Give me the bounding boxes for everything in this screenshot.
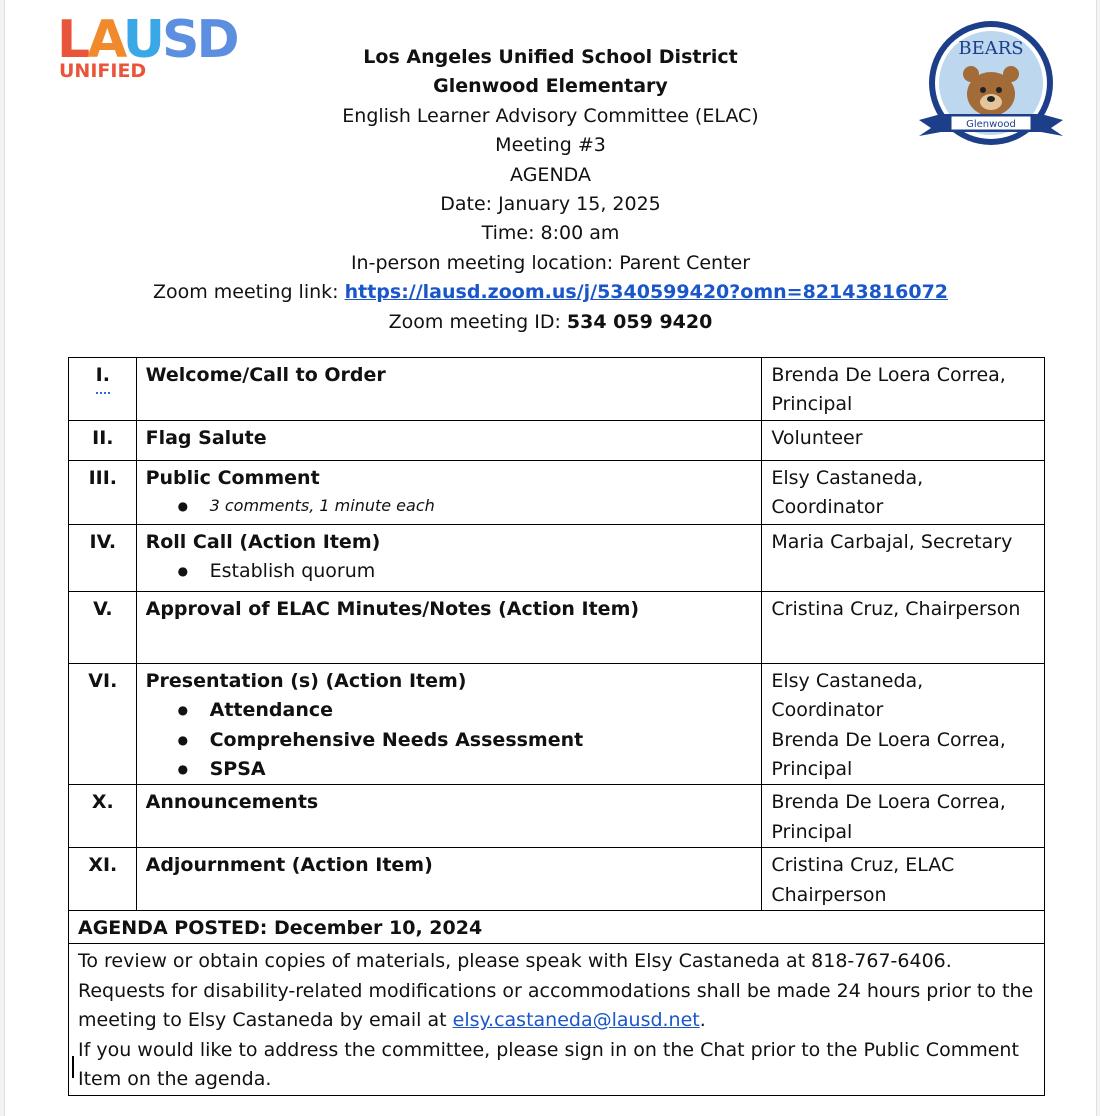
list-item: ● Establish quorum (210, 557, 754, 586)
item-presenter: Brenda De Loera Correa, Principal (762, 358, 1045, 421)
item-presenter: Cristina Cruz, Chairperson (762, 591, 1045, 663)
notice-period: . (699, 1009, 706, 1032)
list-item: ● 3 comments, 1 minute each (210, 493, 754, 519)
list-item: ● Attendance (210, 696, 754, 725)
item-number: V. (69, 591, 137, 663)
item-title: Announcements (145, 791, 319, 814)
item-title: Roll Call (Action Item) (145, 530, 381, 553)
table-row (69, 663, 1045, 785)
table-row (69, 848, 1045, 911)
school-name: Glenwood Elementary (433, 75, 668, 98)
item-bullets (146, 696, 754, 784)
item-title: Public Comment (145, 466, 320, 489)
list-item: ● SPSA (210, 755, 754, 784)
item-number: X. (69, 785, 137, 848)
item-number: II. (69, 420, 137, 460)
table-row (69, 420, 1045, 460)
table-row (69, 785, 1045, 848)
document-page[interactable] (4, 0, 1097, 1116)
item-number: III. (69, 460, 137, 524)
agenda-table (68, 357, 1045, 1096)
zoom-link[interactable]: https://lausd.zoom.us/j/5340599420?omn=82143816072 (344, 281, 949, 304)
zoom-link-line (5, 278, 1096, 307)
agenda-posted: AGENDA POSTED: December 10, 2024 (69, 911, 1045, 944)
item-title: Flag Salute (145, 426, 267, 449)
mascot-top-text: BEARS (958, 38, 1024, 59)
item-presenter: Elsy Castaneda, Coordinator (771, 669, 924, 722)
accessibility-notice (69, 944, 1045, 1095)
notice-text-2: If you would like to address the committee, please sign in on the Chat prior to the Public Comment Item on the agenda. (78, 1038, 1019, 1091)
zoom-link-label: Zoom meeting link: (152, 281, 345, 304)
item-title: Presentation (s) (Action Item) (145, 669, 467, 692)
item-presenter: Brenda De Loera Correa, Principal (771, 728, 1006, 781)
item-presenter: Maria Carbajal, Secretary (762, 524, 1045, 591)
item-presenter: Cristina Cruz, ELAC Chairperson (762, 848, 1045, 911)
item-number: VI. (69, 663, 137, 785)
table-row (69, 911, 1045, 944)
zoom-id: 534 059 9420 (566, 310, 713, 333)
item-title: Welcome/Call to Order (145, 364, 386, 386)
item-number: I. (95, 364, 110, 386)
table-row (69, 524, 1045, 591)
meeting-time: Time: 8:00 am (481, 222, 620, 245)
lausd-logo-wordmark: LAUSD (57, 10, 237, 70)
lausd-logo-unified: UNIFIED (59, 60, 147, 82)
item-number: IV. (69, 524, 137, 591)
meeting-number: Meeting #3 (495, 134, 606, 157)
spellcheck-underline (96, 388, 110, 394)
email-link[interactable]: elsy.castaneda@lausd.net (452, 1009, 700, 1032)
agenda-heading: AGENDA (510, 163, 591, 186)
item-title: Adjournment (Action Item) (145, 854, 433, 877)
zoom-id-line (5, 308, 1096, 337)
agenda-header (5, 43, 1096, 337)
committee-name: English Learner Advisory Committee (ELAC) (342, 104, 759, 127)
zoom-id-label: Zoom meeting ID: (388, 310, 567, 333)
meeting-location: In-person meeting location: Parent Center (350, 251, 751, 274)
item-bullets (146, 557, 754, 586)
table-row (69, 460, 1045, 524)
item-presenter: Elsy Castaneda, Coordinator (762, 460, 1045, 524)
meeting-date: Date: January 15, 2025 (440, 193, 661, 216)
mascot-ribbon-text: Glenwood (966, 119, 1016, 130)
item-presenter: Volunteer (762, 420, 1045, 460)
table-row (69, 591, 1045, 663)
text-cursor (72, 1056, 74, 1078)
table-row (69, 944, 1045, 1095)
list-item: ● Comprehensive Needs Assessment (210, 726, 754, 755)
district-name: Los Angeles Unified School District (363, 46, 738, 68)
table-row (69, 358, 1045, 421)
notice-text: To review or obtain copies of materials, please speak with Elsy Castaneda at 818-767-6406. Requests for disability-related modifications or accommodations shall be made 24 hours prior to the meeting to Elsy Castaneda by email at (78, 950, 1034, 1032)
item-presenter: Brenda De Loera Correa, Principal (762, 785, 1045, 848)
item-bullets (146, 493, 754, 519)
item-title: Approval of ELAC Minutes/Notes (Action Item) (145, 597, 640, 620)
item-number: XI. (69, 848, 137, 911)
